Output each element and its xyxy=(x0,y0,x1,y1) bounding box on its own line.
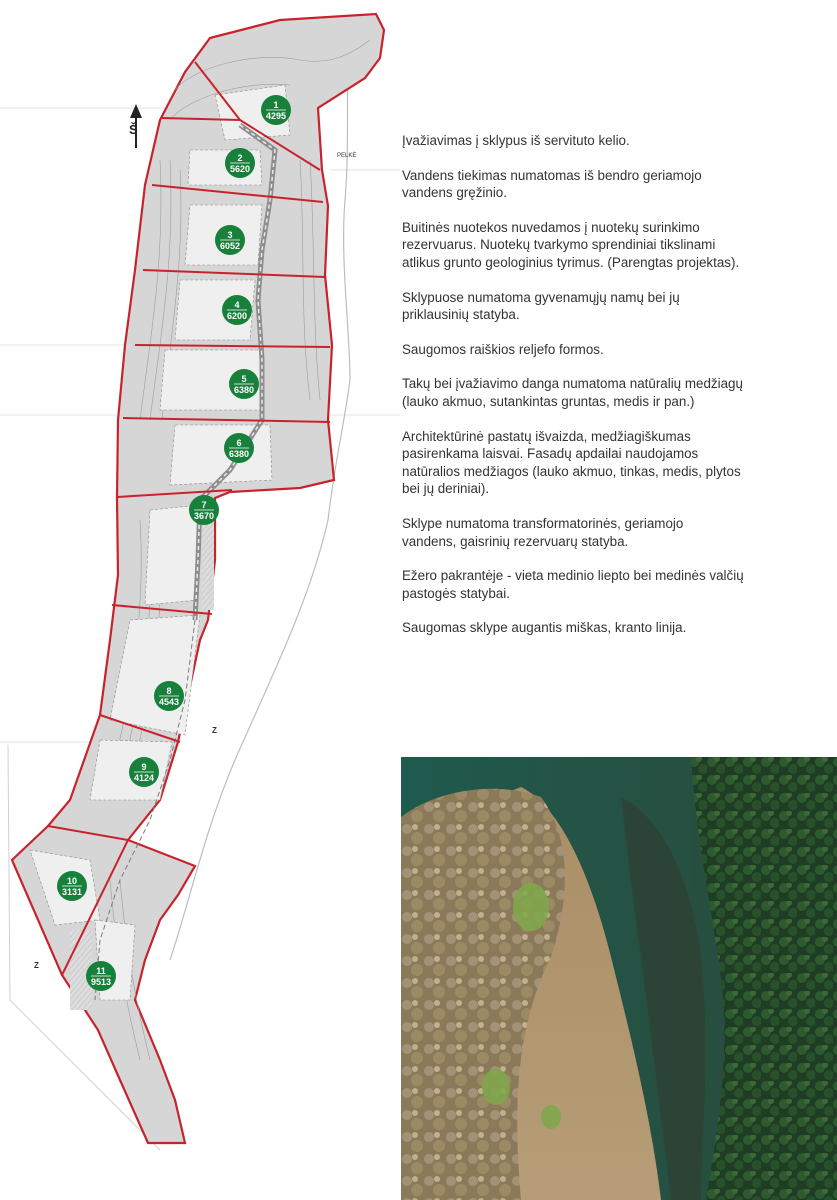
description-paragraph xyxy=(402,375,762,410)
description-paragraph xyxy=(402,428,762,498)
plot-number: 11 xyxy=(96,966,106,976)
plot-area: 6380 xyxy=(228,449,250,459)
plot-number: 1 xyxy=(273,100,279,110)
plot-area: 6200 xyxy=(226,311,248,321)
plot-badge-4 xyxy=(222,295,252,325)
description-line: bei jų deriniai). xyxy=(402,481,490,497)
north-arrow xyxy=(129,104,142,148)
plot-area: 4295 xyxy=(265,111,287,121)
plot-number: 10 xyxy=(66,876,78,886)
plot-number: 3 xyxy=(227,230,233,240)
plot-badge-6 xyxy=(224,433,254,463)
north-letter: Š xyxy=(129,122,138,137)
description-line: Vandens tiekimas numatomas iš bendro geriamojo xyxy=(402,167,702,183)
description-line: vandens gręžinio. xyxy=(402,185,507,201)
aerial-photo xyxy=(401,757,837,1200)
plot-number: 8 xyxy=(166,686,172,696)
description-text xyxy=(402,132,762,654)
description-paragraph xyxy=(402,619,762,637)
label-pelke: PELKĖ xyxy=(337,153,357,159)
description-line: Takų bei įvažiavimo danga numatoma natūralių medžiagų xyxy=(402,376,743,392)
description-line: priklausinių statyba. xyxy=(402,307,520,323)
plot-area: 3131 xyxy=(61,887,83,897)
description-line: natūralios medžiagos (lauko akmuo, tinkas, medis, plytos xyxy=(402,463,741,479)
plot-area: 6052 xyxy=(219,241,241,251)
plot-badge-2 xyxy=(225,148,255,178)
description-paragraph xyxy=(402,515,762,550)
description-line: (lauko akmuo, sutankintas gruntas, medis ir pan.) xyxy=(402,393,695,409)
description-line: atlikus grunto geologinius tyrimus. (Parengtas projektas). xyxy=(402,254,740,270)
description-line: Saugomos raiškios reljefo formos. xyxy=(402,341,604,357)
plot-number: 5 xyxy=(241,374,247,384)
description-line: pastogės statybai. xyxy=(402,585,510,601)
plot-badge-9 xyxy=(129,757,159,787)
plot-area: 9513 xyxy=(90,977,112,987)
description-line: Sklypuose numatoma gyvenamųjų namų bei jų xyxy=(402,289,680,305)
plot-number: 7 xyxy=(201,500,207,510)
description-line: rezervuarus. Nuotekų tvarkymo sprendiniai tikslinami xyxy=(402,237,716,253)
plot-area: 6380 xyxy=(233,385,255,395)
description-line: Įvažiavimas į sklypus iš servituto kelio. xyxy=(402,133,630,148)
plot-badge-5 xyxy=(229,369,259,399)
plot-number: 4 xyxy=(234,300,240,310)
plot-area: 3670 xyxy=(193,511,215,521)
description-line: Ežero pakrantėje - vieta medinio liepto bei medinės valčių xyxy=(402,568,744,584)
plot-number: 6 xyxy=(236,438,242,448)
description-line: Sklype numatoma transformatorinės, geriamojo xyxy=(402,515,684,531)
plot-badge-7 xyxy=(189,495,219,525)
plot-number: 9 xyxy=(141,762,147,772)
plot-number: 2 xyxy=(237,153,243,163)
label-z-1: Z xyxy=(212,726,217,735)
plot-badge-10 xyxy=(57,871,87,901)
label-z-2: Z xyxy=(34,961,39,970)
description-line: Saugomas sklype augantis miškas, kranto linija. xyxy=(402,620,687,636)
description-line: Architektūrinė pastatų išvaizda, medžiagiškumas xyxy=(402,428,691,444)
plot-badge-1 xyxy=(261,95,291,125)
description-line: Buitinės nuotekos nuvedamos į nuotekų surinkimo xyxy=(402,219,700,235)
plot-badge-3 xyxy=(215,225,245,255)
site-plan-map xyxy=(0,0,400,1200)
plot-area: 4543 xyxy=(158,697,180,707)
description-paragraph xyxy=(402,219,762,272)
plot-badge-8 xyxy=(154,681,184,711)
description-paragraph xyxy=(402,132,762,150)
plot-area: 5620 xyxy=(229,164,251,174)
description-line: pasirenkama laisvai. Fasadų apdailai naudojamos xyxy=(402,446,699,462)
description-paragraph xyxy=(402,289,762,324)
description-line: vandens, gaisrinių rezervuarų statyba. xyxy=(402,533,629,549)
description-paragraph xyxy=(402,567,762,602)
plot-badge-11 xyxy=(86,961,116,991)
description-paragraph xyxy=(402,341,762,359)
description-paragraph xyxy=(402,167,762,202)
plot-area: 4124 xyxy=(133,773,155,783)
